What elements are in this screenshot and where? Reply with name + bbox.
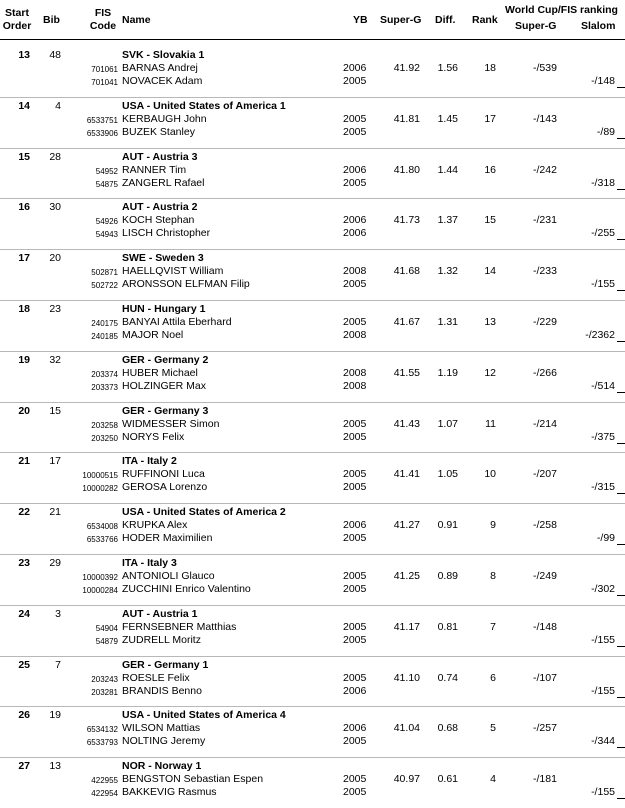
- row-separator: [0, 148, 625, 149]
- ranking-value: -/143: [533, 113, 557, 125]
- time-diff: 0.68: [437, 722, 458, 734]
- year-of-birth: 2008: [343, 367, 367, 379]
- fis-code: 203258: [91, 421, 118, 430]
- superg-time: 41.55: [393, 367, 420, 379]
- racer-name: NOLTING Jeremy: [122, 735, 206, 747]
- year-of-birth: 2006: [343, 62, 367, 74]
- fis-code: 6534132: [86, 725, 118, 734]
- row-separator: [0, 300, 625, 301]
- racer-name: BENGSTON Sebastian Espen: [122, 773, 264, 785]
- fis-code: 6533906: [86, 129, 118, 138]
- ranking-value: -/539: [533, 62, 557, 74]
- racer-name: KRUPKA Alex: [122, 519, 188, 531]
- ranking-value: -/148: [591, 75, 615, 87]
- team-name: HUN - Hungary 1: [122, 303, 206, 315]
- bib-number: 19: [49, 709, 61, 721]
- racer-name: ZUCCHINI Enrico Valentino: [122, 583, 251, 595]
- time-diff: 1.32: [437, 265, 458, 277]
- bib-number: 17: [49, 455, 61, 467]
- start-order: 21: [18, 455, 30, 467]
- fis-code: 6533751: [86, 116, 118, 125]
- superg-time: 41.04: [393, 722, 420, 734]
- start-order: 17: [18, 252, 30, 264]
- racer-name: HODER Maximilien: [122, 532, 213, 544]
- year-of-birth: 2006: [343, 519, 367, 531]
- table-row: [0, 46, 625, 97]
- start-order: 23: [18, 557, 30, 569]
- year-of-birth: 2005: [343, 786, 367, 798]
- table-row: [0, 656, 625, 707]
- time-diff: 1.37: [437, 214, 458, 226]
- fis-code: 240185: [91, 332, 118, 341]
- team-name: ITA - Italy 3: [122, 557, 177, 569]
- racer-name: HOLZINGER Max: [122, 380, 207, 392]
- year-of-birth: 2005: [343, 583, 367, 595]
- bib-number: 29: [49, 557, 61, 569]
- row-separator: [0, 656, 625, 657]
- fis-code: 54875: [95, 180, 118, 189]
- row-separator: [0, 351, 625, 352]
- team-name: GER - Germany 3: [122, 405, 209, 417]
- table-row: [0, 148, 625, 199]
- header-divider: [0, 39, 625, 40]
- ranking-value: -/99: [596, 532, 615, 544]
- ranking-value: -/2362: [585, 329, 615, 341]
- row-separator: [0, 757, 625, 758]
- ranking-value: -/233: [533, 265, 557, 277]
- team-rank: 13: [484, 316, 496, 328]
- bib-number: 15: [49, 405, 61, 417]
- ranking-marker: [617, 493, 625, 494]
- fis-code: 54904: [95, 624, 118, 633]
- ranking-marker: [617, 697, 625, 698]
- team-rank: 18: [484, 62, 496, 74]
- ranking-marker: [617, 747, 625, 748]
- team-rank: 12: [484, 367, 496, 379]
- team-name: GER - Germany 1: [122, 659, 209, 671]
- racer-name: ANTONIOLI Glauco: [122, 570, 215, 582]
- ranking-value: -/255: [591, 227, 615, 239]
- ranking-value: -/207: [533, 468, 557, 480]
- team-name: SVK - Slovakia 1: [122, 49, 205, 61]
- time-diff: 0.74: [437, 672, 458, 684]
- racer-name: LISCH Christopher: [122, 227, 211, 239]
- table-row: [0, 351, 625, 402]
- team-rank: 4: [490, 773, 496, 785]
- team-rank: 14: [484, 265, 496, 277]
- table-row: [0, 706, 625, 757]
- team-rank: 7: [490, 621, 496, 633]
- header-superg: Super-G: [380, 14, 422, 26]
- superg-time: 41.80: [393, 164, 420, 176]
- time-diff: 1.07: [437, 418, 458, 430]
- ranking-marker: [617, 544, 625, 545]
- fis-code: 422954: [91, 789, 118, 798]
- ranking-value: -/229: [533, 316, 557, 328]
- fis-code: 10000515: [82, 471, 118, 480]
- ranking-value: -/89: [596, 126, 615, 138]
- team-name: ITA - Italy 2: [122, 455, 177, 467]
- table-row: [0, 249, 625, 300]
- time-diff: 1.05: [437, 468, 458, 480]
- team-rank: 15: [484, 214, 496, 226]
- table-row: [0, 198, 625, 249]
- ranking-value: -/344: [591, 735, 615, 747]
- bib-number: 32: [49, 354, 61, 366]
- year-of-birth: 2005: [343, 468, 367, 480]
- header-ranking-superg: Super-G: [515, 20, 557, 32]
- team-name: AUT - Austria 1: [122, 608, 198, 620]
- team-rank: 16: [484, 164, 496, 176]
- year-of-birth: 2005: [343, 634, 367, 646]
- bib-number: 28: [49, 151, 61, 163]
- row-separator: [0, 554, 625, 555]
- table-row: [0, 757, 625, 808]
- ranking-value: -/514: [591, 380, 615, 392]
- bib-number: 3: [55, 608, 61, 620]
- start-order: 19: [18, 354, 30, 366]
- header-ranking: World Cup/FIS ranking: [505, 4, 618, 16]
- superg-time: 41.81: [393, 113, 420, 125]
- team-rank: 11: [485, 418, 496, 430]
- racer-name: HUBER Michael: [122, 367, 198, 379]
- time-diff: 0.81: [437, 621, 458, 633]
- ranking-value: -/266: [533, 367, 557, 379]
- superg-time: 41.41: [393, 468, 420, 480]
- year-of-birth: 2006: [343, 227, 367, 239]
- ranking-marker: [617, 189, 625, 190]
- time-diff: 0.61: [437, 773, 458, 785]
- start-order: 26: [18, 709, 30, 721]
- fis-code: 203373: [91, 383, 118, 392]
- team-rank: 10: [484, 468, 496, 480]
- ranking-value: -/181: [533, 773, 557, 785]
- year-of-birth: 2005: [343, 75, 367, 87]
- fis-code: 6533793: [86, 738, 118, 747]
- year-of-birth: 2005: [343, 278, 367, 290]
- racer-name: MAJOR Noel: [122, 329, 184, 341]
- team-name: USA - United States of America 4: [122, 709, 286, 721]
- start-order: 18: [18, 303, 30, 315]
- fis-code: 240175: [91, 319, 118, 328]
- superg-time: 41.73: [393, 214, 420, 226]
- year-of-birth: 2005: [343, 418, 367, 430]
- header-ranking-slalom: Slalom: [581, 20, 616, 32]
- table-row: [0, 503, 625, 554]
- year-of-birth: 2005: [343, 773, 367, 785]
- team-rank: 9: [490, 519, 496, 531]
- start-order: 20: [18, 405, 30, 417]
- ranking-value: -/214: [533, 418, 557, 430]
- start-order: 16: [18, 201, 30, 213]
- start-order: 27: [18, 760, 30, 772]
- team-name: GER - Germany 2: [122, 354, 209, 366]
- racer-name: BUZEK Stanley: [122, 126, 195, 138]
- fis-code: 10000392: [82, 573, 118, 582]
- racer-name: BAKKEVIG Rasmus: [122, 786, 217, 798]
- ranking-marker: [617, 341, 625, 342]
- ranking-value: -/315: [591, 481, 615, 493]
- year-of-birth: 2005: [343, 113, 367, 125]
- time-diff: 1.45: [437, 113, 458, 125]
- team-name: SWE - Sweden 3: [122, 252, 204, 264]
- fis-code: 10000284: [82, 586, 118, 595]
- start-order: 13: [18, 49, 30, 61]
- racer-name: RUFFINONI Luca: [122, 468, 205, 480]
- racer-name: NORYS Felix: [122, 431, 185, 443]
- start-order: 22: [18, 506, 30, 518]
- year-of-birth: 2005: [343, 672, 367, 684]
- racer-name: ARONSSON ELFMAN Filip: [122, 278, 250, 290]
- bib-number: 4: [55, 100, 61, 112]
- year-of-birth: 2005: [343, 735, 367, 747]
- year-of-birth: 2005: [343, 177, 367, 189]
- ranking-marker: [617, 392, 625, 393]
- team-name: USA - United States of America 1: [122, 100, 286, 112]
- racer-name: ZUDRELL Moritz: [122, 634, 201, 646]
- ranking-marker: [617, 798, 625, 799]
- superg-time: 41.68: [393, 265, 420, 277]
- fis-code: 203374: [91, 370, 118, 379]
- racer-name: NOVACEK Adam: [122, 75, 203, 87]
- table-row: [0, 452, 625, 503]
- header-diff: Diff.: [435, 14, 456, 26]
- header-bib: Bib: [43, 14, 60, 26]
- time-diff: 1.56: [437, 62, 458, 74]
- racer-name: RANNER Tim: [122, 164, 187, 176]
- fis-code: 502871: [91, 268, 118, 277]
- start-order: 24: [18, 608, 30, 620]
- fis-code: 502722: [91, 281, 118, 290]
- table-row: [0, 605, 625, 656]
- racer-name: ROESLE Felix: [122, 672, 190, 684]
- bib-number: 21: [49, 506, 61, 518]
- bib-number: 48: [49, 49, 61, 61]
- superg-time: 41.27: [393, 519, 420, 531]
- ranking-value: -/318: [591, 177, 615, 189]
- year-of-birth: 2005: [343, 481, 367, 493]
- racer-name: KOCH Stephan: [122, 214, 195, 226]
- bib-number: 13: [49, 760, 61, 772]
- start-order: 14: [18, 100, 30, 112]
- racer-name: ZANGERL Rafael: [122, 177, 205, 189]
- year-of-birth: 2005: [343, 621, 367, 633]
- team-name: AUT - Austria 2: [122, 201, 198, 213]
- year-of-birth: 2008: [343, 380, 367, 392]
- racer-name: BARNAS Andrej: [122, 62, 198, 74]
- bib-number: 30: [49, 201, 61, 213]
- start-order: 15: [18, 151, 30, 163]
- year-of-birth: 2008: [343, 265, 367, 277]
- year-of-birth: 2005: [343, 570, 367, 582]
- table-row: [0, 300, 625, 351]
- table-row: [0, 402, 625, 453]
- fis-code: 10000282: [82, 484, 118, 493]
- team-name: AUT - Austria 3: [122, 151, 198, 163]
- racer-name: GEROSA Lorenzo: [122, 481, 208, 493]
- time-diff: 0.91: [437, 519, 458, 531]
- table-header: [0, 0, 625, 40]
- fis-code: 6533766: [86, 535, 118, 544]
- ranking-value: -/242: [533, 164, 557, 176]
- year-of-birth: 2008: [343, 329, 367, 341]
- year-of-birth: 2005: [343, 316, 367, 328]
- team-rank: 5: [490, 722, 496, 734]
- year-of-birth: 2005: [343, 431, 367, 443]
- team-rank: 6: [490, 672, 496, 684]
- year-of-birth: 2006: [343, 214, 367, 226]
- table-row: [0, 97, 625, 148]
- fis-code: 54943: [95, 230, 118, 239]
- ranking-marker: [617, 646, 625, 647]
- ranking-marker: [617, 290, 625, 291]
- start-order: 25: [18, 659, 30, 671]
- superg-time: 41.17: [393, 621, 420, 633]
- bib-number: 7: [55, 659, 61, 671]
- team-rank: 17: [484, 113, 496, 125]
- ranking-value: -/155: [591, 786, 615, 798]
- fis-code: 422955: [91, 776, 118, 785]
- ranking-value: -/302: [591, 583, 615, 595]
- year-of-birth: 2006: [343, 164, 367, 176]
- superg-time: 41.25: [393, 570, 420, 582]
- year-of-birth: 2005: [343, 532, 367, 544]
- ranking-value: -/148: [533, 621, 557, 633]
- row-separator: [0, 503, 625, 504]
- ranking-value: -/257: [533, 722, 557, 734]
- header-start-order: Start Order: [2, 7, 32, 32]
- racer-name: WILSON Mattias: [122, 722, 201, 734]
- fis-code: 54879: [95, 637, 118, 646]
- year-of-birth: 2006: [343, 685, 367, 697]
- ranking-marker: [617, 138, 625, 139]
- ranking-marker: [617, 239, 625, 240]
- table-row: [0, 554, 625, 605]
- row-separator: [0, 605, 625, 606]
- time-diff: 1.44: [437, 164, 458, 176]
- fis-code: 54926: [95, 217, 118, 226]
- superg-time: 40.97: [393, 773, 420, 785]
- fis-code: 203243: [91, 675, 118, 684]
- ranking-value: -/155: [591, 634, 615, 646]
- row-separator: [0, 452, 625, 453]
- superg-time: 41.43: [393, 418, 420, 430]
- ranking-marker: [617, 595, 625, 596]
- row-separator: [0, 198, 625, 199]
- row-separator: [0, 249, 625, 250]
- row-separator: [0, 402, 625, 403]
- racer-name: BANYAI Attila Eberhard: [122, 316, 232, 328]
- team-rank: 8: [490, 570, 496, 582]
- ranking-value: -/107: [533, 672, 557, 684]
- ranking-value: -/375: [591, 431, 615, 443]
- header-yb: YB: [353, 14, 368, 26]
- fis-code: 203281: [91, 688, 118, 697]
- bib-number: 23: [49, 303, 61, 315]
- header-name: Name: [122, 14, 151, 26]
- fis-code: 6534008: [86, 522, 118, 531]
- racer-name: KERBAUGH John: [122, 113, 207, 125]
- superg-time: 41.67: [393, 316, 420, 328]
- superg-time: 41.92: [393, 62, 420, 74]
- fis-code: 701041: [91, 78, 118, 87]
- racer-name: WIDMESSER Simon: [122, 418, 220, 430]
- header-fis-code: FIS Code: [89, 7, 117, 32]
- ranking-marker: [617, 87, 625, 88]
- fis-code: 54952: [95, 167, 118, 176]
- time-diff: 1.19: [437, 367, 458, 379]
- fis-code: 701061: [91, 65, 118, 74]
- row-separator: [0, 97, 625, 98]
- time-diff: 1.31: [437, 316, 458, 328]
- racer-name: FERNSEBNER Matthias: [122, 621, 237, 633]
- team-name: NOR - Norway 1: [122, 760, 202, 772]
- year-of-birth: 2005: [343, 126, 367, 138]
- ranking-marker: [617, 443, 625, 444]
- racer-name: HAELLQVIST William: [122, 265, 224, 277]
- racer-name: BRANDIS Benno: [122, 685, 202, 697]
- ranking-value: -/155: [591, 685, 615, 697]
- ranking-value: -/155: [591, 278, 615, 290]
- team-name: USA - United States of America 2: [122, 506, 286, 518]
- row-separator: [0, 706, 625, 707]
- ranking-value: -/231: [533, 214, 557, 226]
- bib-number: 20: [49, 252, 61, 264]
- header-rank: Rank: [472, 14, 498, 26]
- fis-code: 203250: [91, 434, 118, 443]
- ranking-value: -/258: [533, 519, 557, 531]
- year-of-birth: 2006: [343, 722, 367, 734]
- time-diff: 0.89: [437, 570, 458, 582]
- ranking-value: -/249: [533, 570, 557, 582]
- superg-time: 41.10: [393, 672, 420, 684]
